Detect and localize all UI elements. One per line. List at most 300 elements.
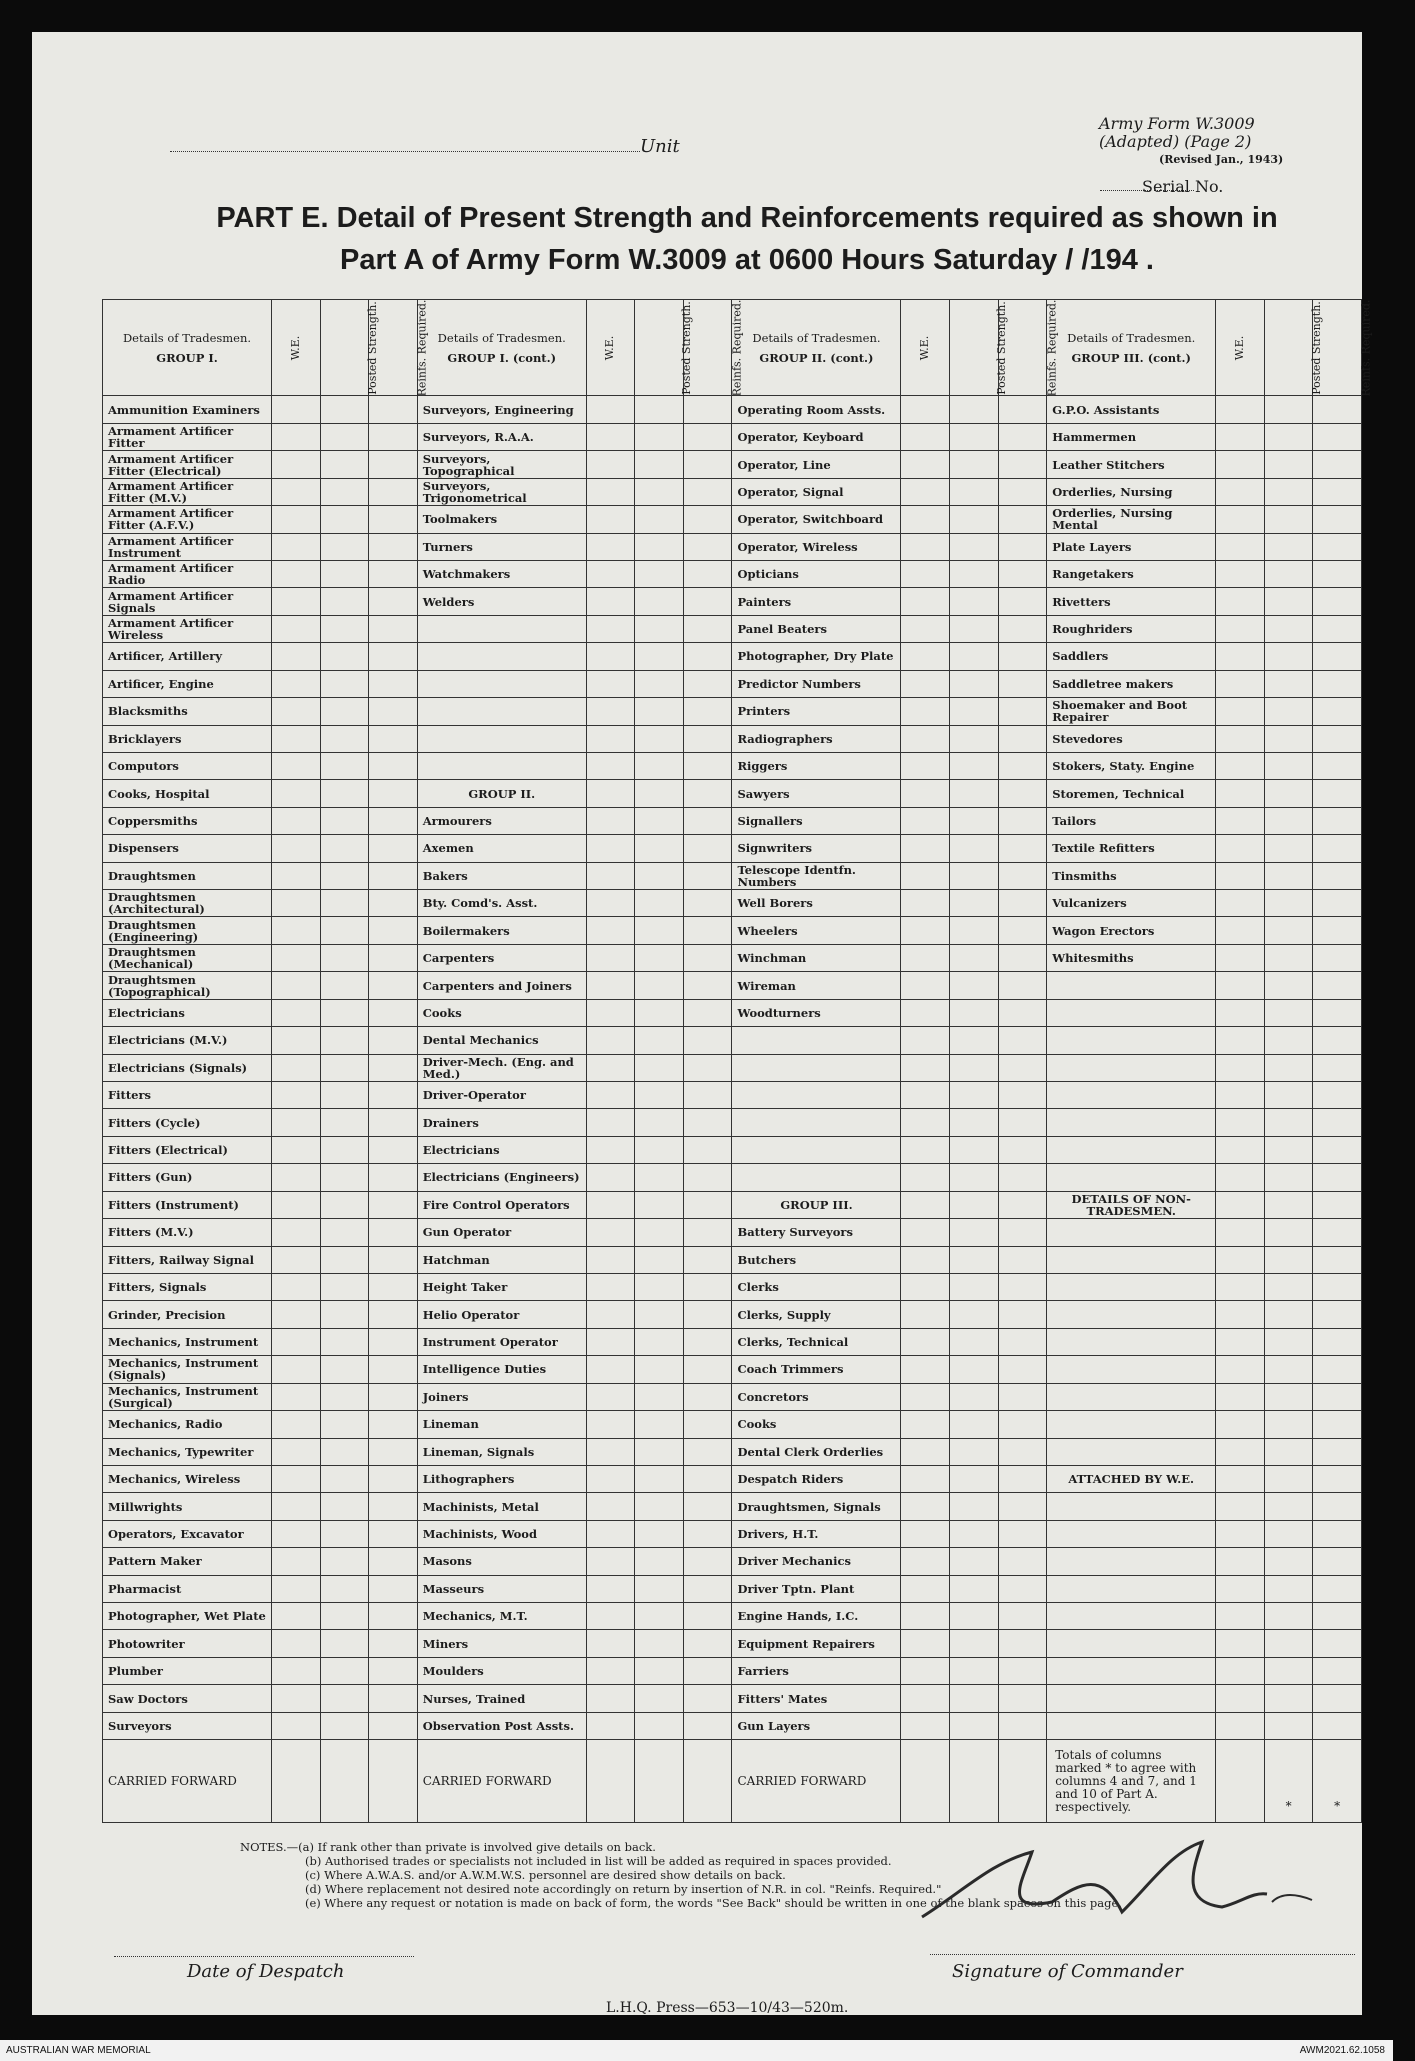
reinfs-required-cell[interactable] <box>1313 1548 1362 1575</box>
posted-strength-cell[interactable] <box>950 1657 999 1684</box>
reinfs-required-cell[interactable] <box>1313 1383 1362 1410</box>
posted-strength-cell[interactable] <box>1264 670 1313 697</box>
reinfs-required-cell[interactable] <box>998 1054 1047 1081</box>
reinfs-required-cell[interactable] <box>1313 1273 1362 1300</box>
we-cell[interactable] <box>1216 533 1265 560</box>
posted-strength-cell[interactable] <box>320 1548 369 1575</box>
posted-strength-cell[interactable] <box>950 1712 999 1739</box>
reinfs-required-cell[interactable] <box>683 698 732 725</box>
reinfs-required-cell[interactable] <box>369 1712 418 1739</box>
we-cell[interactable] <box>586 1054 635 1081</box>
we-total-cell[interactable] <box>586 1740 635 1823</box>
posted-strength-cell[interactable] <box>950 1438 999 1465</box>
reinfs-required-cell[interactable] <box>1313 1301 1362 1328</box>
reinfs-required-cell[interactable] <box>683 1191 732 1218</box>
reinfs-required-cell[interactable] <box>683 1301 732 1328</box>
reinfs-required-cell[interactable] <box>683 1246 732 1273</box>
posted-strength-cell[interactable] <box>635 1685 684 1712</box>
posted-strength-cell[interactable] <box>950 944 999 971</box>
reinfs-required-cell[interactable] <box>683 1575 732 1602</box>
posted-strength-cell[interactable] <box>950 561 999 588</box>
posted-strength-cell[interactable] <box>1264 506 1313 533</box>
reinfs-required-cell[interactable] <box>683 835 732 862</box>
we-cell[interactable] <box>586 1191 635 1218</box>
posted-strength-cell[interactable] <box>320 1657 369 1684</box>
posted-strength-cell[interactable] <box>950 999 999 1026</box>
posted-strength-cell[interactable] <box>950 396 999 423</box>
reinfs-required-cell[interactable] <box>1313 917 1362 944</box>
posted-strength-cell[interactable] <box>950 1383 999 1410</box>
posted-strength-cell[interactable] <box>320 451 369 478</box>
posted-strength-cell[interactable] <box>635 423 684 450</box>
reinfs-required-cell[interactable] <box>998 890 1047 917</box>
posted-strength-cell[interactable] <box>635 670 684 697</box>
reinfs-required-cell[interactable] <box>369 1164 418 1191</box>
posted-strength-cell[interactable] <box>320 698 369 725</box>
posted-strength-cell[interactable] <box>635 1657 684 1684</box>
we-cell[interactable] <box>272 972 321 999</box>
reinfs-required-cell[interactable] <box>369 643 418 670</box>
reinfs-required-cell[interactable] <box>369 1685 418 1712</box>
reinfs-required-cell[interactable] <box>683 999 732 1026</box>
reinfs-required-cell[interactable] <box>683 1273 732 1300</box>
posted-strength-cell[interactable] <box>320 615 369 642</box>
we-cell[interactable] <box>272 1630 321 1657</box>
reinfs-required-cell[interactable] <box>683 1219 732 1246</box>
we-cell[interactable] <box>901 615 950 642</box>
posted-strength-cell[interactable] <box>320 835 369 862</box>
reinfs-required-cell[interactable] <box>369 588 418 615</box>
posted-strength-cell[interactable] <box>1264 698 1313 725</box>
we-cell[interactable] <box>586 1273 635 1300</box>
reinfs-required-cell[interactable] <box>683 396 732 423</box>
we-cell[interactable] <box>272 1603 321 1630</box>
reinfs-required-cell[interactable] <box>369 451 418 478</box>
we-cell[interactable] <box>586 533 635 560</box>
posted-strength-cell[interactable] <box>950 1548 999 1575</box>
we-cell[interactable] <box>272 917 321 944</box>
posted-strength-cell[interactable] <box>950 506 999 533</box>
we-cell[interactable] <box>1216 807 1265 834</box>
posted-strength-cell[interactable] <box>950 1685 999 1712</box>
posted-strength-cell[interactable] <box>950 533 999 560</box>
posted-strength-cell[interactable] <box>320 725 369 752</box>
posted-strength-cell[interactable] <box>1264 451 1313 478</box>
reinfs-required-cell[interactable] <box>1313 1630 1362 1657</box>
posted-strength-cell[interactable] <box>950 1246 999 1273</box>
posted-strength-cell[interactable] <box>320 1219 369 1246</box>
reinfs-required-cell[interactable] <box>1313 890 1362 917</box>
posted-strength-cell[interactable] <box>1264 1493 1313 1520</box>
we-cell[interactable] <box>901 1027 950 1054</box>
reinfs-required-cell[interactable] <box>1313 752 1362 779</box>
posted-strength-cell[interactable] <box>635 1054 684 1081</box>
reinfs-required-cell[interactable] <box>369 1520 418 1547</box>
reinfs-required-cell[interactable] <box>998 561 1047 588</box>
reinfs-required-cell[interactable] <box>369 1383 418 1410</box>
we-cell[interactable] <box>901 752 950 779</box>
reinfs-required-cell[interactable] <box>1313 615 1362 642</box>
we-cell[interactable] <box>586 1356 635 1383</box>
reinfs-required-cell[interactable] <box>1313 1219 1362 1246</box>
posted-strength-cell[interactable] <box>635 1027 684 1054</box>
posted-strength-cell[interactable] <box>320 643 369 670</box>
reinfs-required-cell[interactable] <box>1313 1054 1362 1081</box>
posted-strength-cell[interactable] <box>320 1630 369 1657</box>
reinfs-required-cell[interactable] <box>369 1136 418 1163</box>
posted-strength-cell[interactable] <box>635 615 684 642</box>
posted-strength-cell[interactable] <box>1264 643 1313 670</box>
posted-strength-cell[interactable] <box>320 1603 369 1630</box>
we-cell[interactable] <box>901 835 950 862</box>
we-cell[interactable] <box>901 643 950 670</box>
reinfs-required-cell[interactable] <box>998 1027 1047 1054</box>
reinfs-required-cell[interactable] <box>683 506 732 533</box>
posted-strength-cell[interactable] <box>950 1575 999 1602</box>
posted-strength-cell[interactable] <box>635 1328 684 1355</box>
we-cell[interactable] <box>272 862 321 889</box>
reinfs-required-cell[interactable] <box>683 862 732 889</box>
posted-strength-cell[interactable] <box>1264 807 1313 834</box>
reinfs-required-cell[interactable] <box>998 780 1047 807</box>
posted-strength-cell[interactable] <box>1264 1438 1313 1465</box>
reinfs-required-cell[interactable] <box>683 1438 732 1465</box>
we-cell[interactable] <box>586 917 635 944</box>
posted-strength-cell[interactable] <box>320 478 369 505</box>
reinfs-required-cell[interactable] <box>998 1465 1047 1492</box>
posted-strength-cell[interactable] <box>1264 1603 1313 1630</box>
reinfs-required-cell[interactable] <box>1313 725 1362 752</box>
we-cell[interactable] <box>1216 396 1265 423</box>
we-total-cell[interactable] <box>1216 1740 1265 1823</box>
posted-strength-cell[interactable] <box>635 807 684 834</box>
we-cell[interactable] <box>272 1027 321 1054</box>
posted-strength-cell[interactable] <box>635 1356 684 1383</box>
reinfs-required-cell[interactable] <box>998 1548 1047 1575</box>
reinfs-required-cell[interactable] <box>998 725 1047 752</box>
posted-strength-cell[interactable] <box>635 890 684 917</box>
we-cell[interactable] <box>901 533 950 560</box>
reinfs-required-cell[interactable] <box>998 1712 1047 1739</box>
we-cell[interactable] <box>901 1712 950 1739</box>
reinfs-required-cell[interactable] <box>683 1383 732 1410</box>
posted-strength-cell[interactable] <box>635 1465 684 1492</box>
reinfs-required-cell[interactable] <box>683 1164 732 1191</box>
posted-strength-cell[interactable] <box>1264 1273 1313 1300</box>
we-cell[interactable] <box>1216 1465 1265 1492</box>
we-cell[interactable] <box>901 1191 950 1218</box>
reinfs-required-cell[interactable] <box>998 423 1047 450</box>
posted-strength-cell[interactable] <box>635 1712 684 1739</box>
reinfs-required-cell[interactable] <box>369 1657 418 1684</box>
we-cell[interactable] <box>901 1548 950 1575</box>
reinfs-required-cell[interactable] <box>369 1603 418 1630</box>
posted-strength-cell[interactable] <box>320 944 369 971</box>
reinfs-required-cell[interactable] <box>1313 1136 1362 1163</box>
reinfs-required-cell[interactable] <box>369 615 418 642</box>
we-cell[interactable] <box>901 972 950 999</box>
posted-strength-cell[interactable] <box>1264 1246 1313 1273</box>
posted-strength-cell[interactable] <box>950 1164 999 1191</box>
reinfs-required-cell[interactable] <box>683 890 732 917</box>
we-cell[interactable] <box>272 1082 321 1109</box>
posted-strength-cell[interactable] <box>950 1219 999 1246</box>
posted-strength-cell[interactable] <box>320 396 369 423</box>
we-cell[interactable] <box>272 478 321 505</box>
reinfs-required-cell[interactable] <box>369 698 418 725</box>
posted-strength-cell[interactable] <box>320 1191 369 1218</box>
we-cell[interactable] <box>1216 752 1265 779</box>
posted-strength-cell[interactable] <box>1264 561 1313 588</box>
we-cell[interactable] <box>586 1548 635 1575</box>
we-cell[interactable] <box>272 890 321 917</box>
posted-strength-cell[interactable] <box>635 1603 684 1630</box>
posted-strength-cell[interactable] <box>950 1027 999 1054</box>
reinfs-required-cell[interactable] <box>998 1383 1047 1410</box>
reinfs-required-cell[interactable] <box>998 1630 1047 1657</box>
reinfs-required-cell[interactable] <box>998 1136 1047 1163</box>
reinfs-required-cell[interactable] <box>998 1411 1047 1438</box>
reinfs-required-cell[interactable] <box>998 1246 1047 1273</box>
reinfs-required-cell[interactable] <box>683 643 732 670</box>
we-cell[interactable] <box>1216 1301 1265 1328</box>
we-cell[interactable] <box>272 698 321 725</box>
reinfs-required-cell[interactable] <box>683 1054 732 1081</box>
we-cell[interactable] <box>272 1328 321 1355</box>
we-cell[interactable] <box>1216 1246 1265 1273</box>
we-cell[interactable] <box>586 478 635 505</box>
reinfs-required-cell[interactable] <box>998 588 1047 615</box>
we-cell[interactable] <box>272 1465 321 1492</box>
reinfs-required-cell[interactable] <box>998 1493 1047 1520</box>
we-cell[interactable] <box>1216 1219 1265 1246</box>
posted-strength-cell[interactable] <box>635 752 684 779</box>
we-cell[interactable] <box>272 1383 321 1410</box>
posted-strength-cell[interactable] <box>1264 890 1313 917</box>
we-cell[interactable] <box>901 1246 950 1273</box>
reinfs-required-cell[interactable] <box>998 1685 1047 1712</box>
reinfs-required-cell[interactable] <box>683 670 732 697</box>
we-cell[interactable] <box>586 835 635 862</box>
reinfs-required-cell[interactable] <box>683 615 732 642</box>
posted-strength-cell[interactable] <box>1264 1136 1313 1163</box>
we-cell[interactable] <box>1216 1685 1265 1712</box>
posted-strength-cell[interactable] <box>635 862 684 889</box>
reinfs-required-cell[interactable] <box>369 1438 418 1465</box>
posted-strength-cell[interactable] <box>1264 752 1313 779</box>
reinfs-required-cell[interactable] <box>1313 561 1362 588</box>
posted-strength-cell[interactable] <box>1264 917 1313 944</box>
posted-strength-cell[interactable] <box>1264 1027 1313 1054</box>
posted-strength-cell[interactable] <box>320 670 369 697</box>
we-cell[interactable] <box>272 944 321 971</box>
reinfs-required-cell[interactable] <box>369 1219 418 1246</box>
we-cell[interactable] <box>586 698 635 725</box>
we-cell[interactable] <box>586 1520 635 1547</box>
we-cell[interactable] <box>586 1657 635 1684</box>
we-cell[interactable] <box>586 1246 635 1273</box>
we-cell[interactable] <box>586 807 635 834</box>
we-cell[interactable] <box>272 1164 321 1191</box>
we-cell[interactable] <box>1216 1356 1265 1383</box>
we-cell[interactable] <box>586 1219 635 1246</box>
posted-strength-cell[interactable] <box>635 1246 684 1273</box>
reinfs-required-cell[interactable] <box>998 451 1047 478</box>
we-cell[interactable] <box>1216 1164 1265 1191</box>
we-cell[interactable] <box>586 423 635 450</box>
we-cell[interactable] <box>901 917 950 944</box>
we-cell[interactable] <box>272 1493 321 1520</box>
posted-strength-cell[interactable] <box>635 1630 684 1657</box>
posted-strength-cell[interactable] <box>950 1301 999 1328</box>
reinfs-required-cell[interactable] <box>998 944 1047 971</box>
reinfs-required-cell[interactable] <box>1313 1191 1362 1218</box>
posted-strength-cell[interactable] <box>320 862 369 889</box>
posted-strength-cell[interactable] <box>320 423 369 450</box>
we-cell[interactable] <box>901 1438 950 1465</box>
reinfs-required-cell[interactable] <box>369 561 418 588</box>
posted-strength-cell[interactable] <box>1264 835 1313 862</box>
we-cell[interactable] <box>901 807 950 834</box>
reinfs-required-cell[interactable] <box>998 1301 1047 1328</box>
posted-strength-cell[interactable] <box>950 1328 999 1355</box>
we-cell[interactable] <box>586 1301 635 1328</box>
reinfs-required-cell[interactable] <box>1313 670 1362 697</box>
posted-strength-cell[interactable] <box>635 725 684 752</box>
reinfs-required-cell[interactable] <box>1313 1164 1362 1191</box>
reinfs-required-cell[interactable] <box>683 1520 732 1547</box>
posted-strength-cell[interactable] <box>950 725 999 752</box>
reinfs-required-cell[interactable] <box>1313 1657 1362 1684</box>
reinfs-required-cell[interactable] <box>998 1520 1047 1547</box>
posted-strength-cell[interactable] <box>950 1054 999 1081</box>
we-cell[interactable] <box>901 423 950 450</box>
posted-strength-cell[interactable] <box>1264 1328 1313 1355</box>
posted-strength-cell[interactable] <box>635 1575 684 1602</box>
reinfs-required-cell[interactable] <box>683 1685 732 1712</box>
we-cell[interactable] <box>1216 1411 1265 1438</box>
we-cell[interactable] <box>272 1054 321 1081</box>
reinfs-required-cell[interactable] <box>998 1657 1047 1684</box>
posted-strength-cell[interactable] <box>635 780 684 807</box>
we-cell[interactable] <box>901 1082 950 1109</box>
we-cell[interactable] <box>586 643 635 670</box>
we-cell[interactable] <box>1216 643 1265 670</box>
reinfs-required-cell[interactable] <box>683 1328 732 1355</box>
posted-strength-cell[interactable] <box>1264 1383 1313 1410</box>
posted-strength-cell[interactable] <box>320 1712 369 1739</box>
posted-strength-cell[interactable] <box>320 890 369 917</box>
we-cell[interactable] <box>1216 1657 1265 1684</box>
posted-strength-cell[interactable] <box>635 643 684 670</box>
we-cell[interactable] <box>272 835 321 862</box>
reinfs-required-cell[interactable] <box>998 1082 1047 1109</box>
we-cell[interactable] <box>901 1054 950 1081</box>
posted-strength-cell[interactable] <box>1264 615 1313 642</box>
posted-strength-cell[interactable] <box>1264 862 1313 889</box>
we-cell[interactable] <box>586 1493 635 1520</box>
reinfs-required-cell[interactable] <box>369 1630 418 1657</box>
posted-strength-cell[interactable] <box>1264 1712 1313 1739</box>
posted-strength-cell[interactable] <box>1264 1054 1313 1081</box>
posted-strength-cell[interactable] <box>950 588 999 615</box>
we-cell[interactable] <box>1216 615 1265 642</box>
we-cell[interactable] <box>272 1520 321 1547</box>
reinfs-required-cell[interactable] <box>998 1603 1047 1630</box>
reinfs-required-cell[interactable] <box>369 423 418 450</box>
posted-strength-cell[interactable] <box>1264 1301 1313 1328</box>
we-total-cell[interactable] <box>901 1740 950 1823</box>
posted-strength-cell[interactable] <box>320 533 369 560</box>
reinfs-required-cell[interactable] <box>1313 698 1362 725</box>
we-cell[interactable] <box>272 1356 321 1383</box>
reinfs-required-cell[interactable] <box>683 780 732 807</box>
we-cell[interactable] <box>901 1109 950 1136</box>
posted-strength-cell[interactable] <box>320 1356 369 1383</box>
we-cell[interactable] <box>586 1328 635 1355</box>
posted-strength-cell[interactable] <box>320 972 369 999</box>
reinfs-required-cell[interactable] <box>369 862 418 889</box>
we-cell[interactable] <box>272 1191 321 1218</box>
posted-strength-cell[interactable] <box>635 1273 684 1300</box>
we-cell[interactable] <box>1216 972 1265 999</box>
we-cell[interactable] <box>1216 890 1265 917</box>
we-cell[interactable] <box>1216 725 1265 752</box>
reinfs-required-cell[interactable] <box>683 1493 732 1520</box>
we-cell[interactable] <box>1216 1493 1265 1520</box>
we-cell[interactable] <box>586 1109 635 1136</box>
reinfs-required-cell[interactable] <box>998 670 1047 697</box>
reinfs-required-cell[interactable] <box>1313 1685 1362 1712</box>
we-cell[interactable] <box>901 1328 950 1355</box>
posted-strength-cell[interactable] <box>950 423 999 450</box>
we-cell[interactable] <box>586 1383 635 1410</box>
we-cell[interactable] <box>1216 1027 1265 1054</box>
reinfs-required-cell[interactable] <box>369 1411 418 1438</box>
we-cell[interactable] <box>901 1411 950 1438</box>
reinfs-required-cell[interactable] <box>683 1603 732 1630</box>
posted-strength-cell[interactable] <box>1264 1109 1313 1136</box>
we-cell[interactable] <box>586 1136 635 1163</box>
reinfs-required-cell[interactable] <box>683 1657 732 1684</box>
we-cell[interactable] <box>586 1685 635 1712</box>
we-cell[interactable] <box>1216 1191 1265 1218</box>
we-cell[interactable] <box>1216 780 1265 807</box>
reinfs-required-cell[interactable] <box>998 835 1047 862</box>
posted-strength-cell[interactable] <box>1264 999 1313 1026</box>
posted-strength-cell[interactable] <box>950 1273 999 1300</box>
we-cell[interactable] <box>901 506 950 533</box>
we-cell[interactable] <box>901 1630 950 1657</box>
we-cell[interactable] <box>1216 506 1265 533</box>
posted-strength-cell[interactable] <box>635 999 684 1026</box>
reinfs-required-cell[interactable] <box>369 807 418 834</box>
posted-strength-cell[interactable] <box>1264 1465 1313 1492</box>
we-cell[interactable] <box>1216 1548 1265 1575</box>
reinfs-required-cell[interactable] <box>683 917 732 944</box>
we-cell[interactable] <box>272 1109 321 1136</box>
we-cell[interactable] <box>586 972 635 999</box>
reinfs-required-cell[interactable] <box>369 1054 418 1081</box>
posted-strength-cell[interactable] <box>950 615 999 642</box>
posted-strength-cell[interactable] <box>1264 972 1313 999</box>
posted-strength-cell[interactable] <box>320 1438 369 1465</box>
reinfs-required-cell[interactable] <box>998 972 1047 999</box>
we-cell[interactable] <box>272 1657 321 1684</box>
posted-strength-cell[interactable] <box>1264 478 1313 505</box>
reinfs-required-cell[interactable] <box>998 1219 1047 1246</box>
reinfs-required-cell[interactable] <box>1313 1027 1362 1054</box>
